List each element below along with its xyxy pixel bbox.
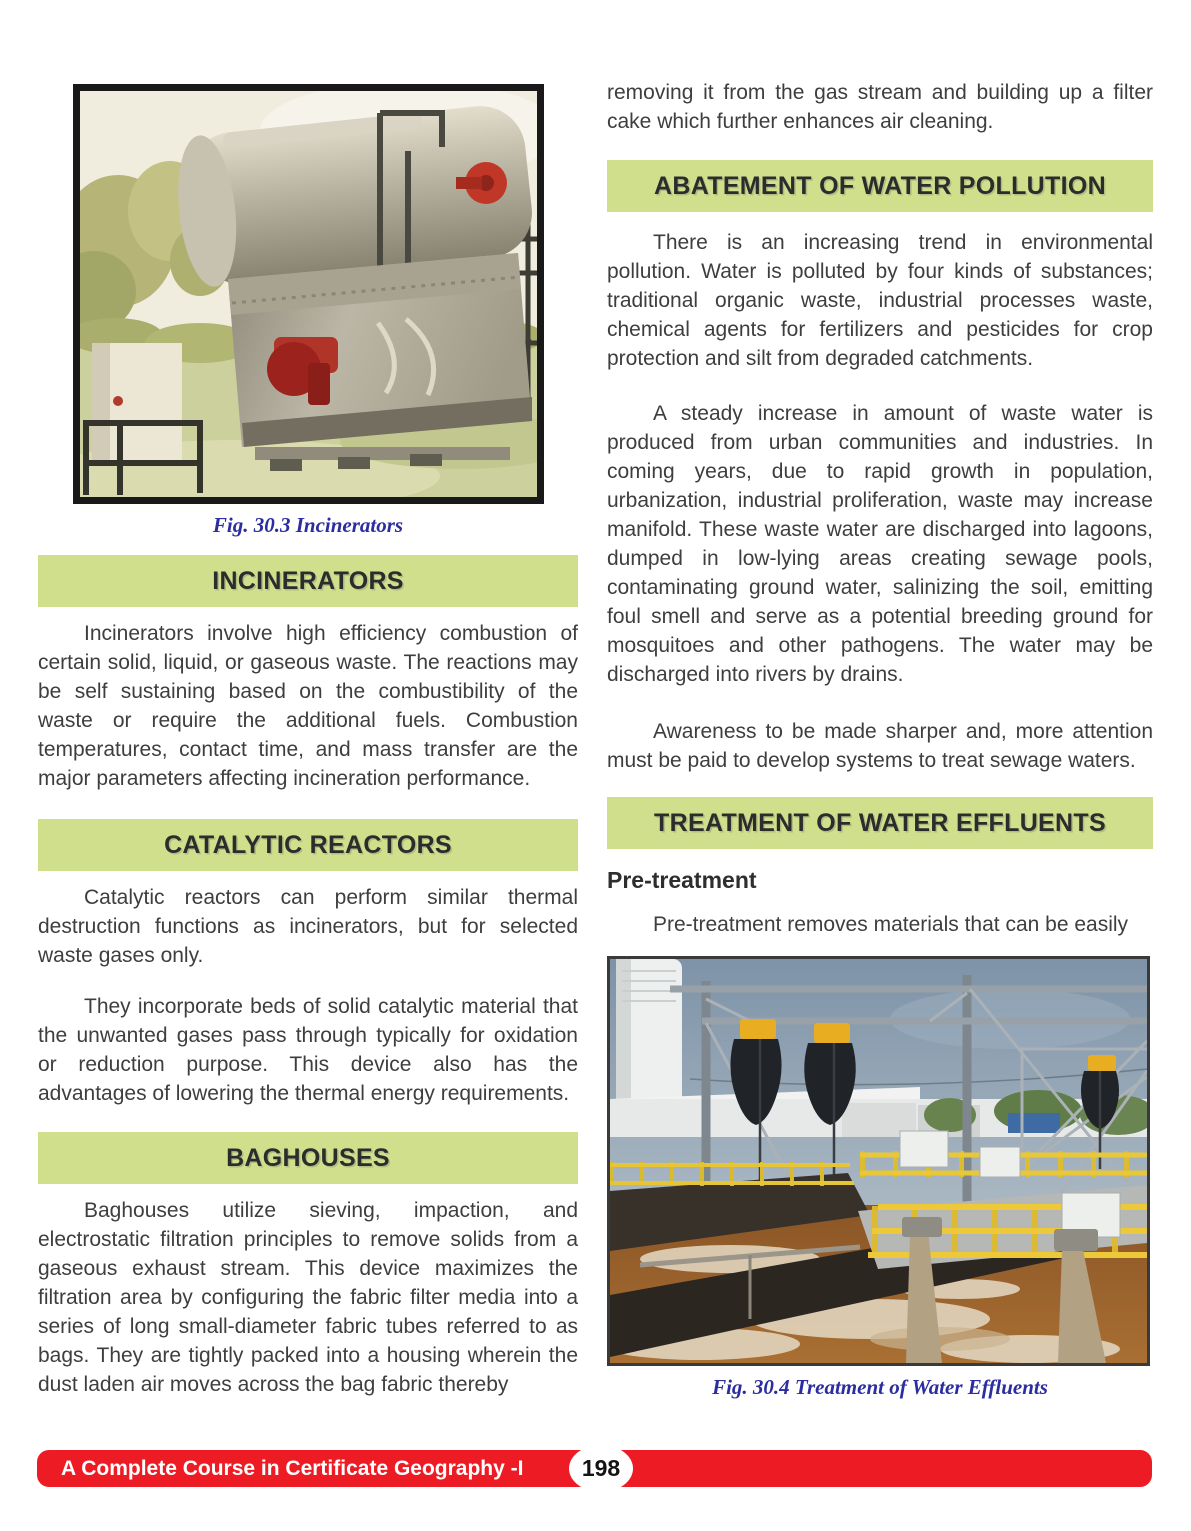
paragraph-catalytic-2: They incorporate beds of solid catalytic material that the unwanted gases pass through typically for oxidation or reduction purpose. This device also has the advantages of lowering the thermal energy requirements. — [38, 995, 578, 1105]
paragraph-abatement-2: A steady increase in amount of waste water is produced from urban communities and industries. In coming years, due to rapid growth in population, urbanization, industrial proliferation, waste may increase manifold. These waste water are discharged into lagoons, dumped in low-lying areas creating sewage pools, contaminating ground water, salinizing the soil, emitting foul smell and serve as a potential breeding ground for mosquitoes and other pathogens. The water may be discharged into rivers by drains. — [607, 402, 1153, 686]
paragraph-filter-continuation: removing it from the gas stream and building up a filter cake which further enhances air cleaning. — [607, 81, 1153, 133]
treatment-photo — [607, 956, 1150, 1366]
section-heading-abatement: ABATEMENT OF WATER POLLUTION — [607, 160, 1153, 212]
incinerators-photo — [73, 84, 544, 504]
incinerator-photo-illustration — [80, 91, 537, 497]
paragraph-abatement-1: There is an increasing trend in environmental pollution. Water is polluted by four kinds of substances; traditional organic waste, industrial processes waste, chemical agents for fertilizers and pesticides for crop protection and silt from degraded catchments. — [607, 231, 1153, 370]
figure-treatment — [607, 956, 1153, 1400]
paragraph-pretreatment: Pre-treatment removes materials that can be easily — [653, 913, 1129, 936]
left-column — [38, 0, 578, 1399]
footer-bar — [37, 1450, 1152, 1487]
paragraph-catalytic-1: Catalytic reactors can perform similar thermal destruction functions as incinerators, but for selected waste gases only. — [38, 886, 578, 967]
figure-incinerators — [38, 84, 578, 538]
page-number-badge — [569, 1445, 633, 1492]
treatment-photo-illustration — [610, 959, 1147, 1363]
figure-caption-30-3: Fig. 30.3 Incinerators — [212, 513, 404, 537]
section-heading-incinerators: INCINERATORS — [38, 555, 578, 607]
section-heading-treatment: TREATMENT OF WATER EFFLUENTS — [607, 797, 1153, 849]
right-column — [607, 0, 1153, 1400]
paragraph-abatement-3: Awareness to be made sharper and, more attention must be paid to develop systems to treat sewage waters. — [607, 720, 1153, 772]
paragraph-baghouses: Baghouses utilize sieving, impaction, and electrostatic filtration principles to remove solids from a gaseous exhaust stream. This device maximizes the filtration area by configuring the fabric filter media into a series of long small-diameter fabric tubes referred to as bags. They are tightly packed into a housing wherein the dust laden air moves across the bag fabric thereby — [38, 1199, 578, 1396]
subheading-pretreatment: Pre-treatment — [607, 867, 757, 893]
paragraph-incinerators: Incinerators involve high efficiency combustion of certain solid, liquid, or gaseous waste. The reactions may be self sustaining based on the combustibility of the waste or require the additional fuels. Combustion temperatures, contact time, and mass transfer are the major parameters affecting incineration performance. — [38, 622, 578, 790]
section-heading-catalytic-reactors: CATALYTIC REACTORS — [38, 819, 578, 871]
section-heading-baghouses: BAGHOUSES — [38, 1132, 578, 1184]
page-number: 198 — [581, 1455, 621, 1481]
figure-caption-30-4: Fig. 30.4 Treatment of Water Effluents — [712, 1375, 1048, 1399]
footer-book-title: A Complete Course in Certificate Geography -I — [61, 1457, 524, 1480]
